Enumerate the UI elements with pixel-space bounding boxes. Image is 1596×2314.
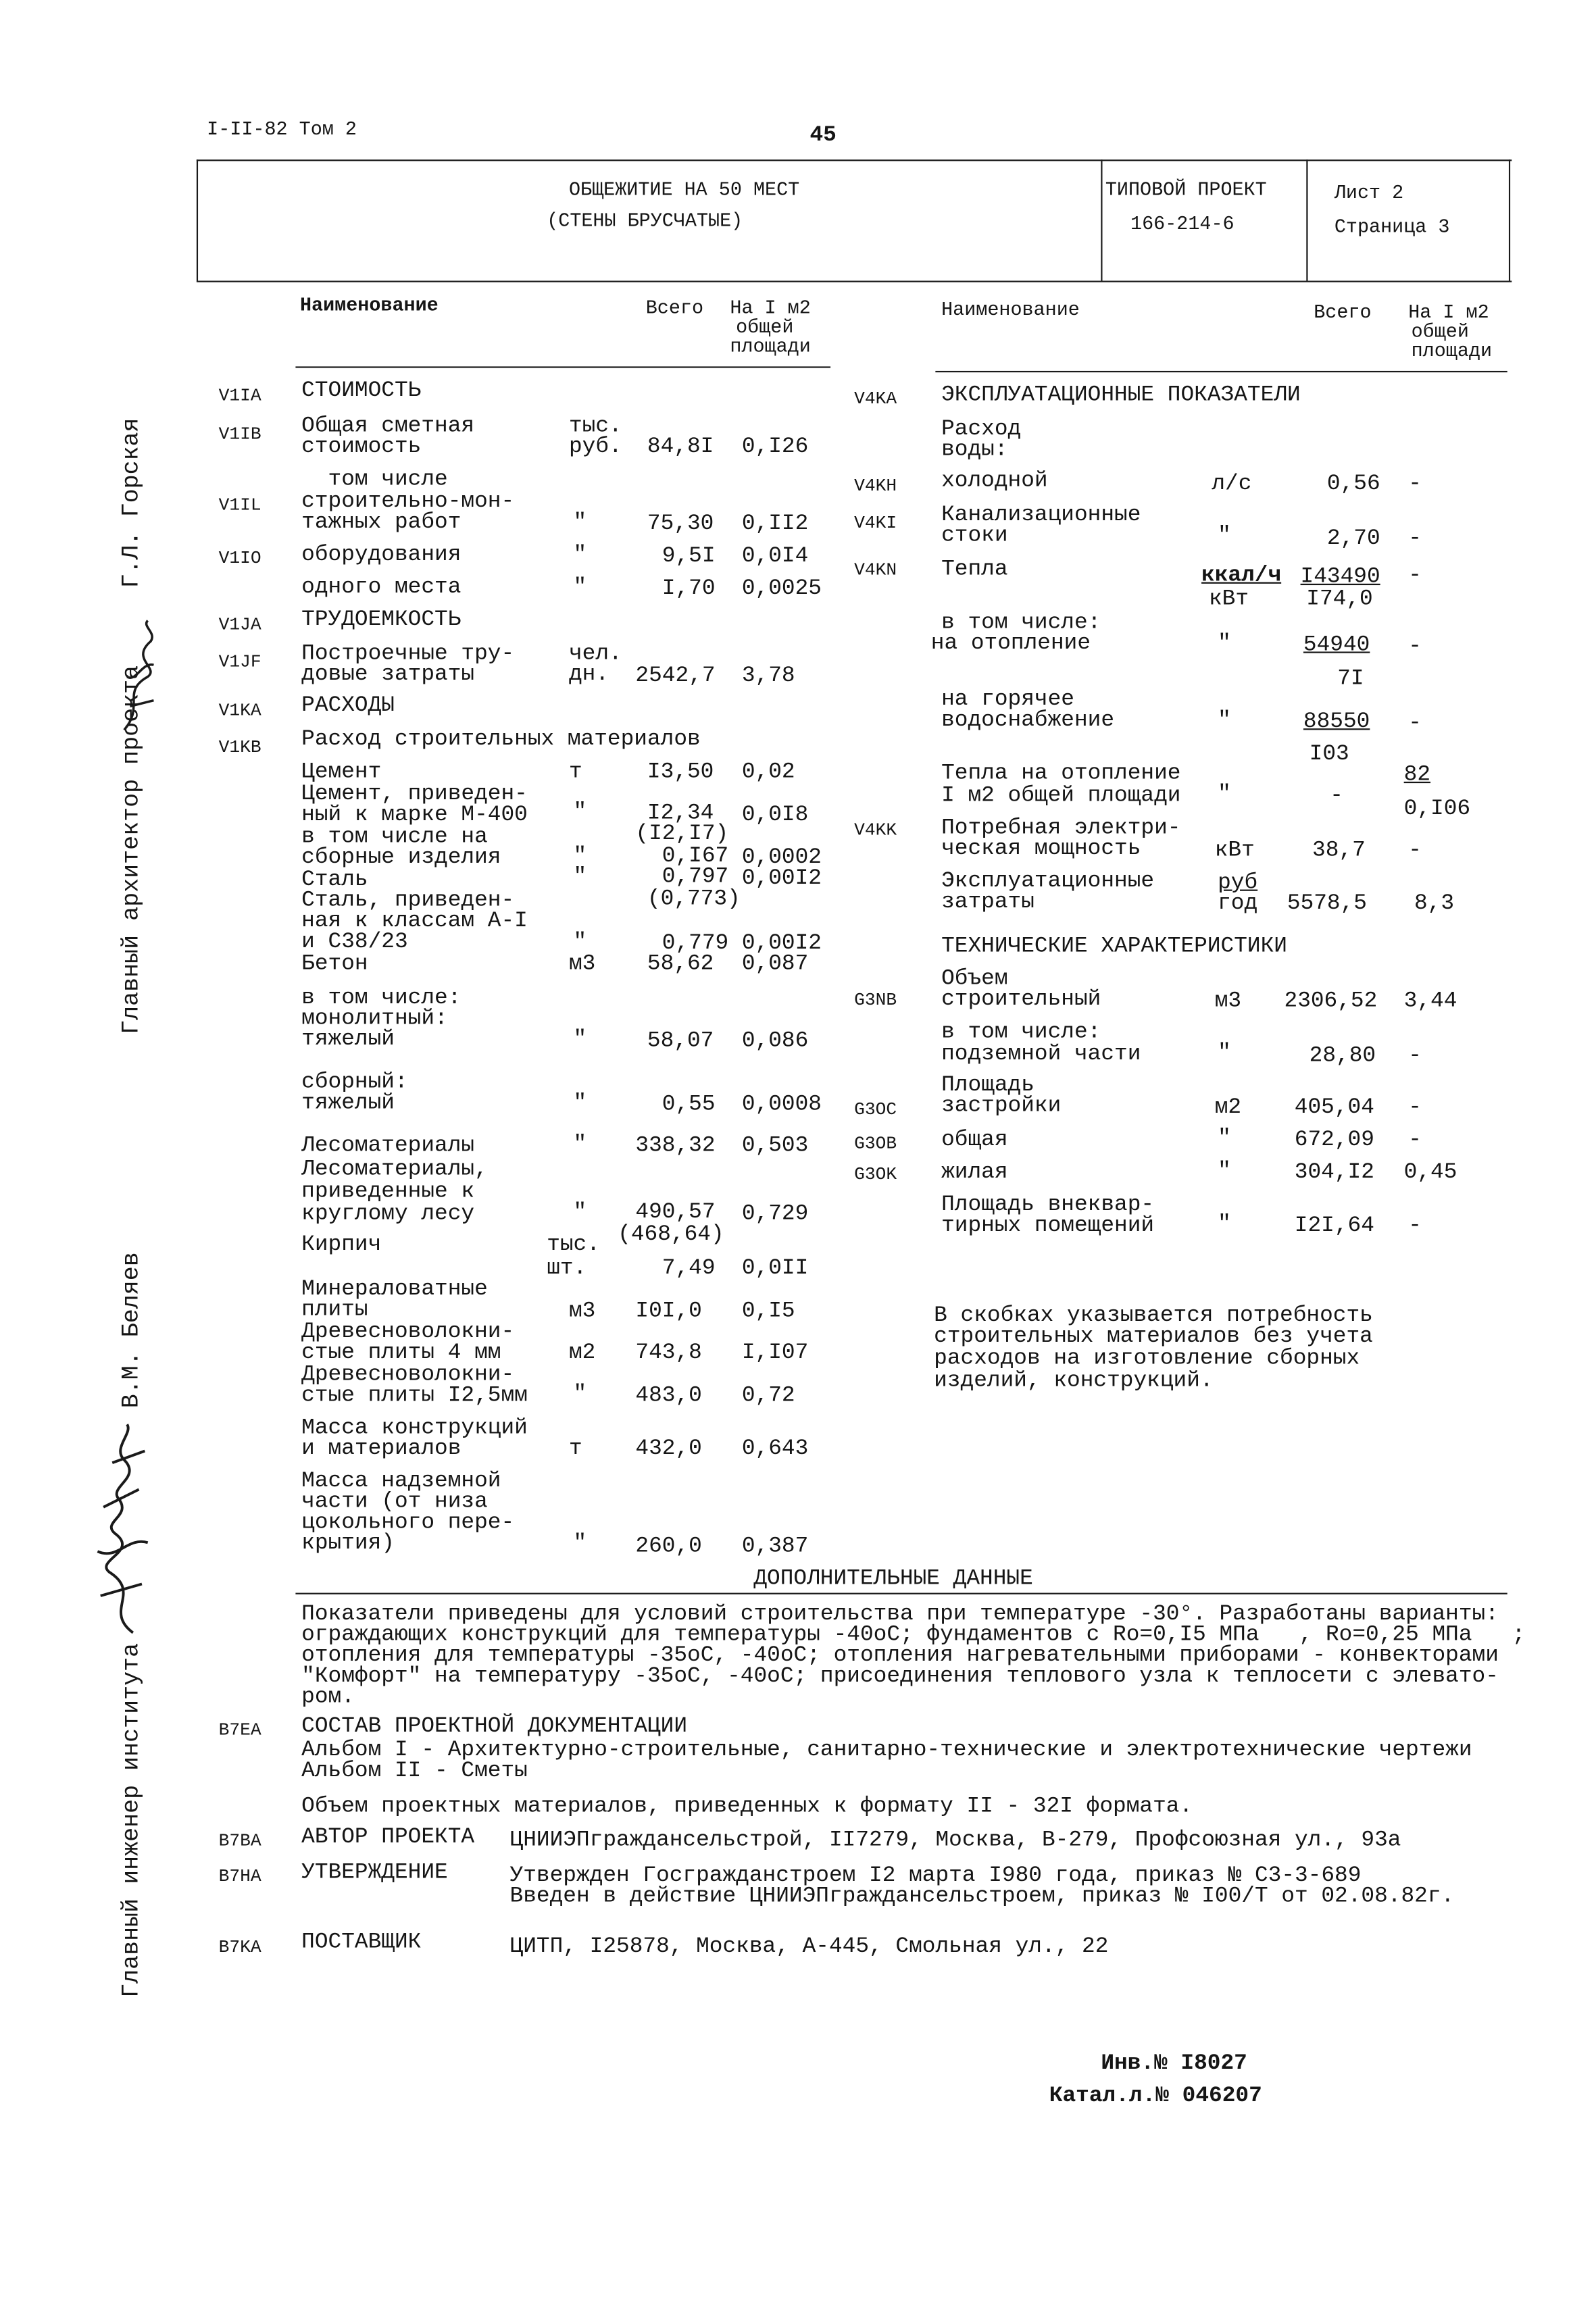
- author-label: АВТОР ПРОЕКТА: [301, 1824, 475, 1851]
- unit: т: [568, 759, 582, 785]
- value-total: 304,I2: [1294, 1159, 1374, 1185]
- code: V4KH: [854, 476, 897, 497]
- value-total: I,70: [662, 576, 716, 602]
- code: V1KA: [218, 700, 261, 722]
- row-label: Общая сметная: [301, 413, 475, 439]
- row-label: Эксплуатационные: [941, 868, 1155, 895]
- value-per-m2: 0,72: [741, 1383, 795, 1409]
- code: V4KI: [854, 512, 897, 534]
- row-label: Древесноволокни-: [301, 1362, 515, 1388]
- row-label: Тепла: [941, 557, 1008, 582]
- unit: ": [573, 1026, 587, 1053]
- architect-signature: [116, 618, 163, 736]
- additional-line: отопления для температуры -35оС, -40оС; отопления нагревательными приборами - конвекторами: [301, 1642, 1499, 1669]
- section-title: ЭКСПЛУАТАЦИОННЫЕ ПОКАЗАТЕЛИ: [941, 382, 1301, 408]
- row-label: Древесноволокни-: [301, 1319, 515, 1345]
- row-label: ная к классам А-I: [301, 909, 528, 934]
- project-number: 166-214-6: [1130, 212, 1235, 235]
- row-label: и материалов: [301, 1436, 462, 1461]
- unit: ": [573, 574, 587, 600]
- row-label: Лесоматериалы: [301, 1133, 475, 1159]
- doc-title-line1: ОБЩЕЖИТИЕ НА 50 МЕСТ: [568, 178, 800, 201]
- right-col-name: Наименование: [941, 298, 1080, 321]
- unit: ": [573, 509, 587, 535]
- row-label: Масса надземной: [301, 1468, 501, 1494]
- value-total: 7I: [1337, 666, 1364, 692]
- unit: чел.: [568, 641, 622, 667]
- row-label: Расход: [941, 416, 1022, 442]
- supplier-value: ЦИТП, I25878, Москва, А-445, Смольная ул., 22: [509, 1934, 1109, 1959]
- code: V1IO: [218, 548, 261, 569]
- value-total: 58,62: [647, 951, 714, 977]
- value-per-m2: 0,00I2: [741, 930, 822, 956]
- value-total: 0,779: [662, 930, 729, 956]
- sheet-label: Лист 2: [1334, 182, 1404, 204]
- page-label: Страница 3: [1334, 216, 1450, 238]
- chief-engineer-name: В.М. Беляев: [118, 1252, 145, 1409]
- value-per-m2: -: [1408, 710, 1422, 736]
- value-total: 2542,7: [635, 663, 716, 689]
- value-total: I0I,0: [635, 1299, 702, 1324]
- unit: ": [1218, 1158, 1231, 1184]
- unit: ": [1218, 1040, 1231, 1065]
- row-label: Площадь: [941, 1072, 1034, 1098]
- code: V4KK: [854, 820, 897, 841]
- unit: шт.: [547, 1255, 587, 1282]
- row-label: сборный:: [301, 1070, 408, 1095]
- value-per-m2: 0,II2: [741, 511, 809, 536]
- row-label: сборные изделия: [301, 845, 501, 871]
- unit: ": [573, 1199, 587, 1226]
- value-per-m2: 0,086: [741, 1028, 809, 1054]
- row-label: Объем: [941, 966, 1008, 992]
- right-header-rule: [935, 371, 1507, 372]
- unit: ": [573, 799, 587, 825]
- value-total: 0,I67: [662, 843, 729, 869]
- approval-line: Утвержден Госгражданстроем I2 марта I980 года, приказ № С3-3-689: [509, 1863, 1362, 1888]
- row-label: жилая: [941, 1159, 1008, 1185]
- row-label: в том числе на: [301, 824, 488, 850]
- row-label: тирных помещений: [941, 1213, 1155, 1238]
- volume-line: Объем проектных материалов, приведенных к формату II - 32I формата.: [301, 1794, 1193, 1819]
- row-label: стые плиты I2,5мм: [301, 1383, 528, 1409]
- value-total: 75,30: [647, 511, 714, 536]
- value-per-m2: 0,0I8: [741, 802, 809, 828]
- value-per-m2: -: [1408, 634, 1422, 659]
- code: G3OB: [854, 1133, 897, 1155]
- value-total: I3,50: [647, 759, 714, 785]
- row-label: Цемент, приведен-: [301, 781, 528, 807]
- row-label: оборудования: [301, 542, 462, 568]
- value-per-m2: 0,0025: [741, 576, 822, 602]
- code: V1IL: [218, 495, 261, 516]
- value-total: 0,56: [1326, 471, 1380, 497]
- row-label: Площадь внеквар-: [941, 1192, 1155, 1218]
- value-total: 7,49: [662, 1255, 716, 1282]
- unit: тыс.: [568, 413, 622, 439]
- unit: м3: [1214, 988, 1242, 1014]
- unit: ": [1218, 1211, 1231, 1237]
- project-type: ТИПОВОЙ ПРОЕКТ: [1105, 178, 1267, 201]
- row-label: Цемент: [301, 759, 382, 785]
- chief-engineer-label: Главный инженер института: [118, 1642, 145, 1998]
- value-total: 28,80: [1309, 1043, 1376, 1069]
- value-per-m2: -: [1408, 1213, 1422, 1238]
- section-title: РАСХОДЫ: [301, 693, 395, 718]
- row-label: тяжелый: [301, 1090, 395, 1116]
- unit: т: [568, 1436, 582, 1461]
- value-total: 0,55: [662, 1092, 716, 1117]
- unit: ": [1218, 523, 1231, 549]
- row-label: Масса конструкций: [301, 1415, 528, 1441]
- additional-line: "Комфорт" на температуру -35оС, -40оС; присоединения теплового узла к теплосети с элевато-: [301, 1663, 1499, 1689]
- code: B7HA: [218, 1866, 261, 1887]
- row-label: Построечные тру-: [301, 641, 515, 667]
- album-line: Альбом II - Сметы: [301, 1758, 528, 1784]
- unit: ": [573, 843, 587, 869]
- row-label: Бетон: [301, 951, 368, 977]
- code: G3NB: [854, 990, 897, 1011]
- value-per-m2: 0,I06: [1403, 796, 1471, 822]
- value-per-m2: 8,3: [1414, 890, 1455, 916]
- unit: ": [1218, 1126, 1231, 1151]
- value-per-m2: -: [1408, 1127, 1422, 1153]
- value-per-m2: 0,0008: [741, 1092, 822, 1117]
- inventory-number: Инв.№ I8027: [1101, 2051, 1247, 2076]
- doc-title-line2: (СТЕНЫ БРУСЧАТЫЕ): [547, 209, 743, 232]
- row-label: цокольного пере-: [301, 1510, 515, 1536]
- unit: ": [573, 542, 587, 568]
- left-col-per-3: площади: [730, 335, 811, 358]
- row-label: стые плиты 4 мм: [301, 1340, 501, 1365]
- unit: ккал/ч: [1201, 563, 1282, 588]
- row-label: в том числе:: [941, 610, 1101, 636]
- right-col-total: Всего: [1314, 301, 1372, 324]
- chief-architect-label: Главный архитектор проекта: [118, 665, 145, 1034]
- value-total: 743,8: [635, 1340, 702, 1365]
- code: V1JA: [218, 614, 261, 636]
- additional-line: Показатели приведены для условий строительства при температуре -30°. Разработаны варианты:: [301, 1601, 1499, 1627]
- value-total: 2,70: [1326, 526, 1380, 551]
- row-label: Потребная электри-: [941, 815, 1181, 841]
- row-label: монолитный:: [301, 1006, 448, 1032]
- unit: ": [573, 1381, 587, 1407]
- unit: тыс.: [547, 1232, 600, 1258]
- value-per-m2: 3,78: [741, 663, 795, 689]
- row-label: одного места: [301, 574, 462, 600]
- row-label: общая: [941, 1127, 1008, 1153]
- unit: ": [573, 929, 587, 955]
- value-per-m2: 0,387: [741, 1534, 809, 1559]
- left-col-per-2: общей: [736, 316, 794, 338]
- value-per-m2: -: [1408, 838, 1422, 863]
- value-total: I03: [1309, 741, 1349, 768]
- code: V1KB: [218, 737, 261, 758]
- row-label: Сталь: [301, 867, 368, 892]
- row-label: стоимость: [301, 434, 422, 460]
- row-label: строительно-мон-: [301, 488, 515, 515]
- section-title: ТЕХНИЧЕСКИЕ ХАРАКТЕРИСТИКИ: [941, 934, 1287, 959]
- value-per-m2: I,I07: [741, 1340, 809, 1365]
- unit: кВт: [1214, 838, 1255, 863]
- value-total: 338,32: [635, 1133, 716, 1159]
- row-label: части (от низа: [301, 1489, 488, 1515]
- value-per-m2: 0,I26: [741, 434, 809, 460]
- code: V1JF: [218, 651, 261, 673]
- value-total: 483,0: [635, 1383, 702, 1409]
- title-box-left: [197, 159, 198, 280]
- note-line: строительных материалов без учета: [934, 1324, 1373, 1349]
- code: B7BA: [218, 1830, 261, 1852]
- value-per-m2: 0,503: [741, 1133, 809, 1159]
- left-col-per-1: На I м2: [730, 297, 811, 320]
- value-total: 490,57: [635, 1199, 716, 1226]
- code: B7EA: [218, 1719, 261, 1741]
- title-box-div2: [1306, 159, 1307, 280]
- unit: м2: [568, 1340, 596, 1365]
- row-label: и С38/23: [301, 929, 408, 955]
- row-label: Тепла на отопление: [941, 761, 1181, 786]
- value-per-m2: 0,I5: [741, 1299, 795, 1324]
- title-box-right: [1509, 159, 1510, 280]
- row-label: затраты: [941, 889, 1034, 915]
- unit: ": [1218, 630, 1231, 657]
- row-label: ный к марке М-400: [301, 802, 528, 828]
- album-line: Альбом I - Архитектурно-строительные, санитарно-технические и электротехнические чертежи: [301, 1737, 1472, 1763]
- value-per-m2: -: [1408, 471, 1422, 497]
- row-label: на горячее: [941, 686, 1074, 713]
- value-per-m2: 0,087: [741, 951, 809, 977]
- value-total: 2306,52: [1284, 988, 1378, 1014]
- unit: ": [573, 1090, 587, 1116]
- value-total: I43490: [1300, 564, 1380, 590]
- row-label: тяжелый: [301, 1026, 395, 1053]
- row-label: приведенные к: [301, 1179, 475, 1205]
- unit: год: [1218, 890, 1258, 916]
- page-number: 45: [809, 122, 837, 148]
- title-box-bottom: [197, 281, 1512, 282]
- unit: ": [573, 1530, 587, 1556]
- row-label: крытия): [301, 1530, 395, 1556]
- row-label: Лесоматериалы,: [301, 1157, 488, 1182]
- row-label: довые затраты: [301, 661, 475, 687]
- value-per-m2: 0,0I4: [741, 543, 809, 569]
- value-total: -: [1330, 783, 1344, 809]
- row-label: I м2 общей площади: [941, 783, 1181, 809]
- note-line: изделий, конструкций.: [934, 1368, 1214, 1394]
- code: V4KN: [854, 559, 897, 581]
- value-bracket: (468,64): [618, 1222, 724, 1247]
- unit: м3: [568, 951, 596, 977]
- value-total: 38,7: [1312, 838, 1366, 863]
- value-per-m2: -: [1408, 1043, 1422, 1069]
- value-total: I2I,64: [1294, 1213, 1374, 1238]
- code: G3OC: [854, 1099, 897, 1120]
- engineer-signature: [89, 1419, 155, 1640]
- additional-line: ограждающих конструкций для температуры -40оС; фундаментов с Rо=0,I5 МПа , Rо=0,25 МПа ;: [301, 1622, 1526, 1648]
- value-total: 672,09: [1294, 1127, 1374, 1153]
- row-label: том числе: [328, 467, 448, 493]
- section-title: СОСТАВ ПРОЕКТНОЙ ДОКУМЕНТАЦИИ: [301, 1713, 688, 1740]
- row-label: стоки: [941, 523, 1008, 549]
- unit: м2: [1214, 1095, 1242, 1120]
- approval-label: УТВЕРЖДЕНИЕ: [301, 1860, 448, 1886]
- value-per-m2: 0,45: [1403, 1159, 1457, 1185]
- series-label: I-II-82 Том 2: [207, 118, 357, 141]
- left-col-total: Всего: [645, 297, 704, 320]
- value-total: 54940: [1303, 632, 1370, 658]
- unit: дн.: [568, 661, 609, 687]
- chief-architect-name: Г.Л. Горская: [118, 418, 145, 588]
- catalog-number: Катал.л.№ 046207: [1049, 2083, 1262, 2109]
- section-title: ТРУДОЕМКОСТЬ: [301, 607, 462, 633]
- value-per-m2: 82: [1403, 762, 1431, 788]
- value-per-m2: 0,0002: [741, 845, 822, 871]
- value-total: 9,5I: [662, 543, 716, 569]
- value-per-m2: 0,00I2: [741, 865, 822, 891]
- left-header-rule: [295, 366, 830, 368]
- supplier-label: ПОСТАВЩИК: [301, 1930, 422, 1955]
- author-value: ЦНИИЭПграждансельстрой, II7279, Москва, В-279, Профсоюзная ул., 93а: [509, 1828, 1401, 1853]
- code: B7KA: [218, 1937, 261, 1958]
- code: V1IB: [218, 424, 261, 445]
- row-label: Минераловатные: [301, 1276, 488, 1302]
- value-total: 432,0: [635, 1436, 702, 1461]
- note-line: расходов на изготовление сборных: [934, 1346, 1360, 1372]
- code: G3OK: [854, 1164, 897, 1185]
- row-label: Расход строительных материалов: [301, 727, 701, 753]
- value-bracket: (0,773): [647, 886, 741, 912]
- value-per-m2: 0,643: [741, 1436, 809, 1461]
- value-per-m2: -: [1408, 563, 1422, 588]
- row-label: подземной части: [941, 1041, 1141, 1067]
- row-label: Канализационные: [941, 502, 1141, 528]
- unit: кВт: [1208, 586, 1249, 612]
- value-total: 58,07: [647, 1028, 714, 1054]
- row-label: Кирпич: [301, 1232, 382, 1258]
- value-total: 5578,5: [1287, 890, 1368, 916]
- row-label: плиты: [301, 1297, 368, 1323]
- section-title: СТОИМОСТЬ: [301, 378, 422, 404]
- unit: м3: [568, 1299, 596, 1324]
- unit: ": [1218, 707, 1231, 733]
- note-line: В скобках указывается потребность: [934, 1303, 1373, 1329]
- value-per-m2: 0,02: [741, 759, 795, 785]
- value-total: I74,0: [1306, 586, 1373, 612]
- row-label: в том числе:: [301, 985, 462, 1011]
- row-label: круглому лесу: [301, 1201, 475, 1227]
- value-total: 405,04: [1294, 1095, 1374, 1120]
- unit: руб: [1218, 870, 1258, 896]
- value-per-m2: 0,729: [741, 1201, 809, 1227]
- unit: ": [1218, 781, 1231, 807]
- row-label: тажных работ: [301, 509, 462, 535]
- right-col-per-1: На I м2: [1408, 301, 1489, 324]
- left-col-name: Наименование: [299, 294, 439, 317]
- title-box-top: [197, 159, 1512, 161]
- row-label: застройки: [941, 1093, 1062, 1119]
- value-total: 0,797: [662, 864, 729, 890]
- value-total: 84,8I: [647, 434, 714, 460]
- code: V4KA: [854, 388, 897, 409]
- unit: ": [573, 1132, 587, 1157]
- row-label: Сталь, приведен-: [301, 888, 515, 913]
- unit: л/с: [1212, 471, 1252, 497]
- row-label: холодной: [941, 468, 1048, 494]
- row-label: ческая мощность: [941, 836, 1141, 862]
- value-bracket: (I2,I7): [635, 821, 729, 847]
- additional-data-title: ДОПОЛНИТЕЛЬНЫЕ ДАННЫЕ: [753, 1566, 1033, 1592]
- row-label: на отопление: [930, 630, 1091, 657]
- additional-line: ром.: [301, 1684, 355, 1710]
- right-col-per-3: площади: [1411, 340, 1493, 362]
- code: V1IA: [218, 385, 261, 407]
- value-total: I2,34: [647, 801, 714, 826]
- value-per-m2: 3,44: [1403, 988, 1457, 1014]
- approval-line: Введен в действие ЦНИИЭПграждансельстроем, приказ № I00/Т от 02.08.82г.: [509, 1884, 1455, 1909]
- unit: ": [573, 864, 587, 890]
- row-label: водоснабжение: [941, 707, 1115, 733]
- value-total: 260,0: [635, 1534, 702, 1559]
- additional-data-rule: [295, 1593, 1507, 1594]
- title-box-div1: [1101, 159, 1102, 280]
- right-col-per-2: общей: [1411, 320, 1469, 343]
- row-label: строительный: [941, 986, 1101, 1013]
- value-per-m2: 0,0II: [741, 1255, 809, 1282]
- value-per-m2: -: [1408, 526, 1422, 551]
- value-per-m2: -: [1408, 1095, 1422, 1120]
- row-label: воды:: [941, 437, 1008, 463]
- unit: руб.: [568, 434, 622, 460]
- value-total: 88550: [1303, 709, 1370, 734]
- row-label: в том числе:: [941, 1020, 1101, 1045]
